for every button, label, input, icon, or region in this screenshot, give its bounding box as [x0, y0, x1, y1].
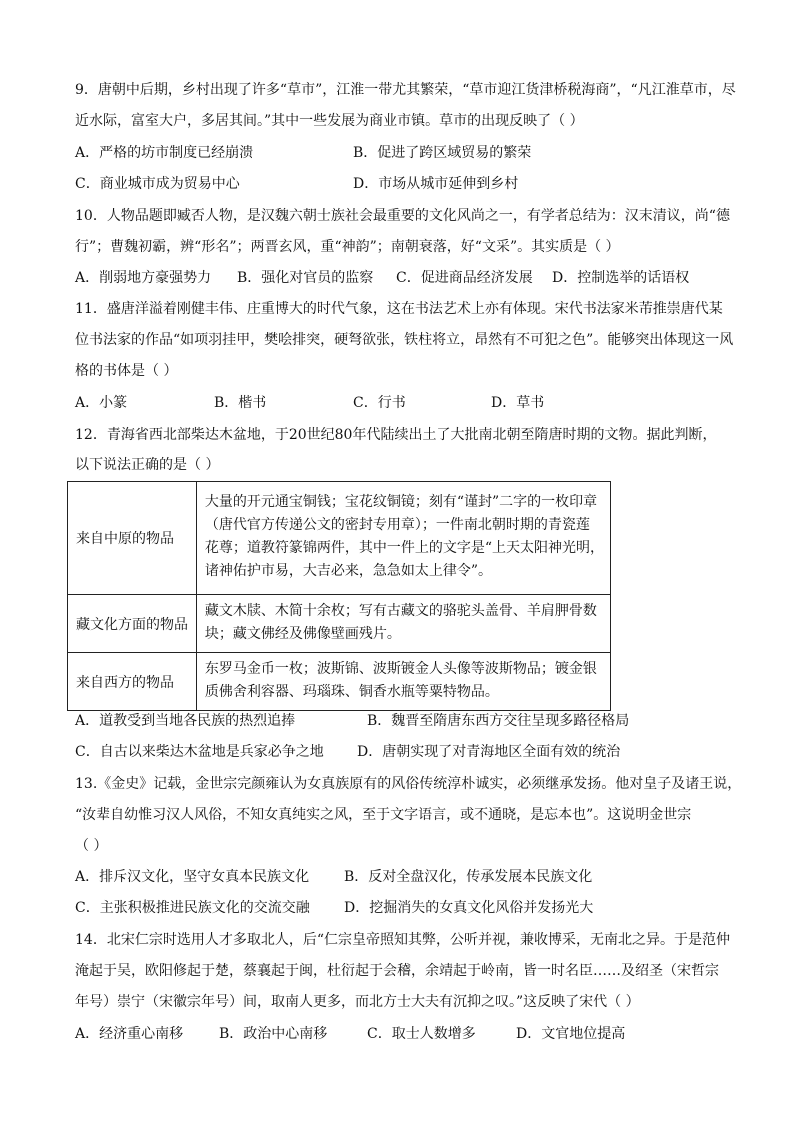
q13-option-c: C．主张积极推进民族文化的交流交融: [75, 900, 310, 916]
table-row-label: 来自西方的物品: [68, 653, 197, 711]
q12-option-d: D．唐朝实现了对青海地区全面有效的统治: [357, 744, 621, 760]
q9-option-d: D．市场从城市延伸到乡村: [353, 176, 519, 192]
q11-option-d: D．草书: [491, 395, 545, 411]
table-row: [68, 595, 611, 653]
q11-option-b: B．楷书: [214, 395, 267, 411]
q11-stem-line3: 格的书体是（ ）: [75, 363, 178, 379]
q14-stem-line1: 14．北宋仁宗时选用人才多取北人，后“仁宗皇帝照知其弊，公听并视，兼收博采，无南北之异。于是范仲: [75, 932, 730, 948]
q9-option-c: C．商业城市成为贸易中心: [75, 176, 240, 192]
q12-stem-line2: 以下说法正确的是（ ）: [75, 457, 220, 473]
q14-option-a: A．经济重心南移: [75, 1026, 184, 1042]
q14-option-c: C．取士人数增多: [367, 1026, 476, 1042]
q12-option-a: A．道教受到当地各民族的热烈追捧: [75, 713, 296, 729]
table-row: [68, 482, 611, 595]
q9-stem-line1: 9．唐朝中后期，乡村出现了许多“草市”，江淮一带尤其繁荣，“草市迎江货津桥税海商”，“凡江淮草市，尽: [75, 82, 736, 98]
q10-option-d: D．控制选举的话语权: [552, 270, 690, 286]
q13-option-a: A．排斥汉文化，坚守女真本民族文化: [75, 869, 310, 885]
table-row-label: 藏文化方面的物品: [68, 595, 197, 653]
cell-line: 质佛舍利容器、玛瑙珠、铜香水瓶等粟特物品。: [204, 683, 499, 700]
q9-stem-line2: 近水际，富室大户，多居其间。”其中一些发展为商业市镇。草市的出现反映了（ ）: [75, 113, 584, 129]
cell-line: 块；藏文佛经及佛像壁画残片。: [204, 625, 401, 642]
table-row-content: [196, 595, 610, 653]
cell-line: 东罗马金币一枚；波斯锦、波斯镀金人头像等波斯物品；镀金银: [204, 660, 597, 677]
q13-stem-line3: （ ）: [75, 838, 108, 854]
q9-option-b: B．促进了跨区域贸易的繁荣: [353, 145, 532, 161]
q11-stem-line1: 11．盛唐洋溢着刚健丰伟、庄重博大的时代气象，这在书法艺术上亦有体现。宋代书法家米芾推崇唐代某: [75, 301, 723, 317]
cell-line: （唐代官方传递公文的密封专用章）；一件南北朝时期的青瓷莲: [204, 517, 590, 533]
q12-option-b: B．魏晋至隋唐东西方交往呈现多路径格局: [367, 713, 630, 729]
q12-artifact-table: [67, 481, 611, 711]
cell-line: 诸神佑护市易，大吉必来，急急如太上律令”。: [204, 563, 492, 579]
q13-option-b: B．反对全盘汉化，传承发展本民族文化: [344, 869, 593, 885]
q10-option-c: C．促进商品经济发展: [396, 270, 533, 286]
table-row-label: 来自中原的物品: [68, 482, 197, 595]
q12-stem-line1: 12．青海省西北部柴达木盆地，于20世纪80年代陆续出土了大批南北朝至隋唐时期的文物。据此判断，: [75, 427, 717, 443]
cell-line: 花尊；道教符篆锦两件，其中一件上的文字是“上天太阳神光明，: [204, 540, 604, 556]
q11-option-c: C．行书: [353, 395, 406, 411]
q13-option-d: D．挖掘消失的女真文化风俗并发扬光大: [344, 900, 594, 916]
cell-line: 大量的开元通宝铜钱；宝花纹铜镜；刻有“谨封”二字的一枚印章: [204, 494, 598, 510]
q10-option-b: B．强化对官员的监察: [237, 270, 374, 286]
q10-stem-line1: 10．人物品题即臧否人物，是汉魏六朝士族社会最重要的文化风尚之一，有学者总结为：汉末清议，尚“德: [75, 208, 730, 224]
q11-stem-line2: 位书法家的作品“如项羽挂甲，樊哙排突，硬弩欲张，铁柱将立，昂然有不可犯之色”。能够突出体现这一风: [75, 332, 734, 348]
q10-stem-line2: 行”；曹魏初霸，辨“形名”；两晋玄风，重“神韵”；南朝衰落，好“文采”。其实质是（ ）: [75, 239, 620, 255]
q14-option-d: D．文官地位提高: [516, 1026, 626, 1042]
table-row: [68, 653, 611, 711]
q12-option-c: C．自古以来柴达木盆地是兵家必争之地: [75, 744, 324, 760]
cell-line: 藏文木牍、木简十余枚；写有古藏文的骆驼头盖骨、羊肩胛骨数: [204, 602, 597, 619]
q13-stem-line1: 13.《金史》记载，金世宗完颜雍认为女真族原有的风俗传统淳朴诚实，必须继承发扬。他对皇子及诸王说，: [75, 776, 742, 792]
q13-stem-line2: “汝辈自幼惟习汉人风俗，不知女真纯实之风，至于文字语言，或不通晓，是忘本也”。这说明金世宗: [75, 807, 692, 823]
q14-option-b: B．政治中心南移: [219, 1026, 328, 1042]
q14-stem-line2: 淹起于吴，欧阳修起于楚，蔡襄起于闽，杜衍起于会稽，余靖起于岭南，皆一时名臣……及绍圣（宋哲宗: [75, 963, 719, 979]
table-row-content: [196, 653, 610, 711]
q9-option-a: A．严格的坊市制度已经崩溃: [75, 145, 254, 161]
q11-option-a: A．小篆: [75, 395, 128, 411]
table-row-content: [196, 482, 610, 595]
q10-option-a: A．削弱地方豪强势力: [75, 270, 212, 286]
q14-stem-line3: 年号）崇宁（宋徽宗年号）间，取南人更多，而北方士大夫有沉抑之叹。”这反映了宋代（ ）: [75, 994, 640, 1010]
